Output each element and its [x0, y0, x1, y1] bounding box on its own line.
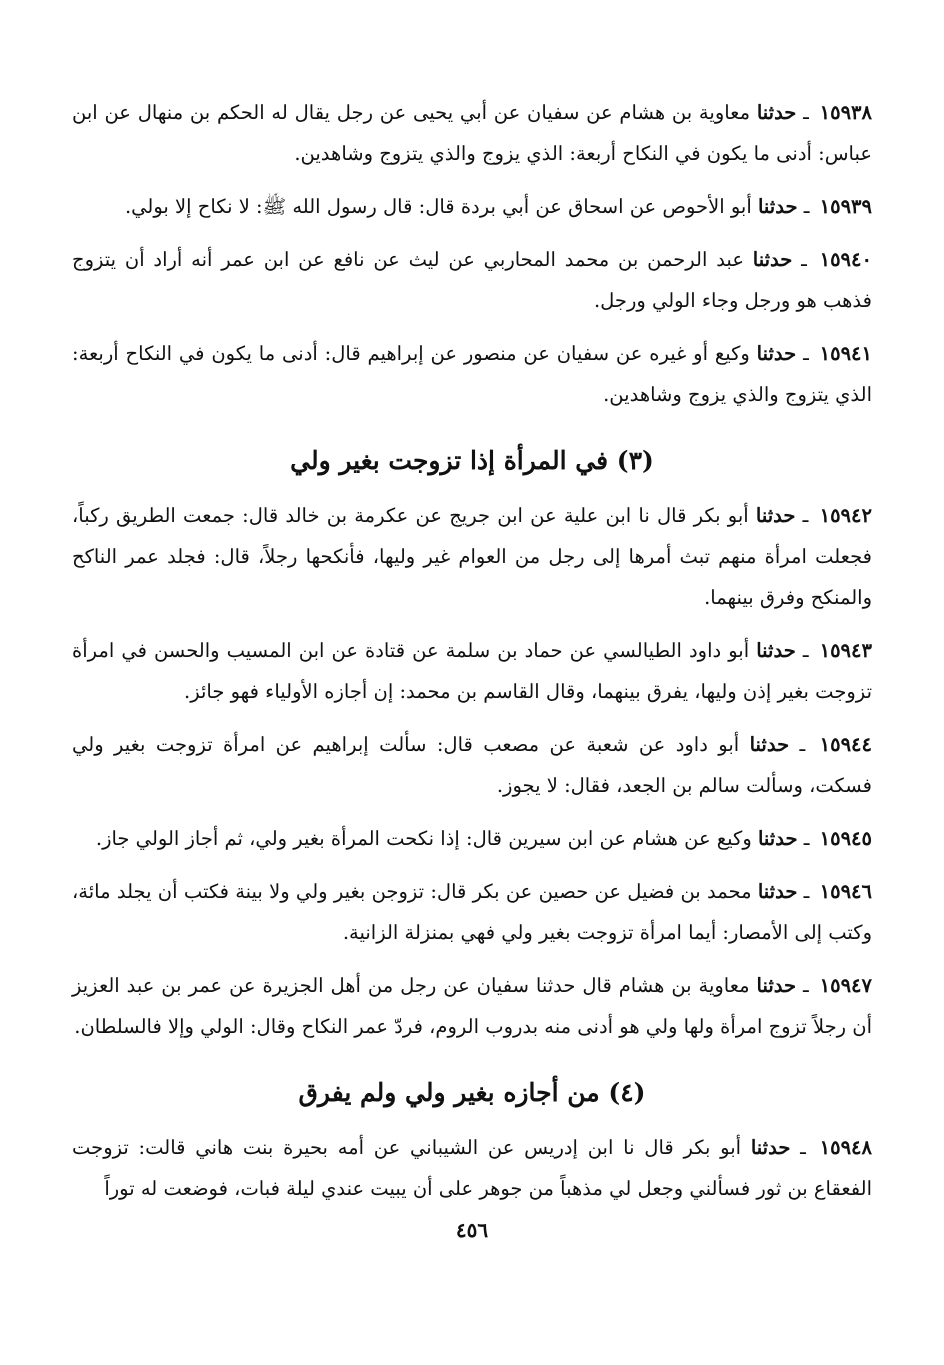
narration-lead: حدثنا: [756, 101, 797, 124]
narration-text: أبو داود عن شعبة عن مصعب قال: سألت إبراهيم عن امرأة تزوجت بغير ولي فسكت، وسألت سالم بن الجعد، فقال: لا يجوز.: [72, 733, 872, 797]
narration-number: ١٥٩٤٥: [819, 827, 872, 850]
narration-text: أبو بكر قال نا ابن إدريس عن الشيباني عن أمه بحيرة بنت هاني قالت: تزوجت الفعقاع بن ثور فسألني وجعل لي مذهباً من جوهر على أن يبيت عندي ليلة فبات، فوضعت له توراً: [72, 1136, 872, 1200]
narration: ١٥٩٤٨ ـ حدثنا أبو بكر قال نا ابن إدريس عن الشيباني عن أمه بحيرة بنت هاني قالت: تزوجت الفعقاع بن ثور فسألني وجعل لي مذهباً من جوهر على أن يبيت عندي ليلة فبات، فوضعت له توراً: [72, 1136, 872, 1200]
narration: ١٥٩٤٣ ـ حدثنا أبو داود الطيالسي عن حماد بن سلمة عن قتادة عن ابن المسيب والحسن في امرأة تزوجت بغير إذن وليها، يفرق بينهما، وقال القاسم بن محمد: إن أجازه الأولياء فهو جائز.: [72, 639, 872, 703]
narration-text: وكيع أو غيره عن سفيان عن منصور عن إبراهيم قال: أدنى ما يكون في النكاح أربعة: الذي يتزوج والذي يزوج وشاهدين.: [72, 342, 872, 406]
narration: ١٥٩٣٩ ـ حدثنا أبو الأحوص عن اسحاق عن أبي بردة قال: قال رسول الله ﷺ: لا نكاح إلا بولي.: [124, 195, 872, 218]
narration-lead: حدثنا: [757, 827, 798, 850]
narrations-block-3: [72, 1127, 872, 1209]
narration-number: ١٥٩٤٣: [819, 639, 872, 662]
narration-number: ١٥٩٤٨: [819, 1136, 872, 1159]
narration-text: أبو بكر قال نا ابن علية عن ابن جريج عن عكرمة بن خالد قال: جمعت الطريق ركباً، فجعلت امرأة منهم تبث أمرها إلى رجل من العوام غير وليها، فأنكحها رجلاً، قال: فجلد عمر الناكح والمنكح وفرق بينهما.: [72, 504, 872, 609]
narration-number: ١٥٩٤٠: [819, 248, 872, 271]
narration: ١٥٩٤٥ ـ حدثنا وكيع عن هشام عن ابن سيرين قال: إذا نكحت المرأة بغير ولي، ثم أجاز الولي جاز.: [95, 827, 872, 850]
narration-text: أبو داود الطيالسي عن حماد بن سلمة عن قتادة عن ابن المسيب والحسن في امرأة تزوجت بغير إذن وليها، يفرق بينهما، وقال القاسم بن محمد: إن أجازه الأولياء فهو جائز.: [72, 639, 872, 703]
chapter-heading: (٣) في المرأة إذا تزوجت بغير ولي: [290, 446, 654, 475]
narration: ١٥٩٤٧ ـ حدثنا معاوية بن هشام قال حدثنا سفيان عن رجل من أهل الجزيرة عن عمر بن عبد العزيز أن رجلاً تزوج امرأة ولها ولي هو أدنى منه بدروب الروم، فردّ عمر النكاح وقال: الولي وإلا فالسلطان.: [72, 974, 872, 1038]
narration-lead: حدثنا: [756, 974, 797, 997]
narration-text: وكيع عن هشام عن ابن سيرين قال: إذا نكحت المرأة بغير ولي، ثم أجاز الولي جاز.: [95, 827, 752, 850]
narration-number: ١٥٩٤١: [819, 342, 872, 365]
chapter-heading: (٤) من أجازه بغير ولي ولم يفرق: [298, 1078, 646, 1107]
narration-lead: حدثنا: [757, 195, 798, 218]
narration-lead: حدثنا: [750, 1136, 791, 1159]
narration: ١٥٩٤٢ ـ حدثنا أبو بكر قال نا ابن علية عن ابن جريج عن عكرمة بن خالد قال: جمعت الطريق ركباً، فجعلت امرأة منهم تبث أمرها إلى رجل من العوام غير وليها، فأنكحها رجلاً، قال: فجلد عمر الناكح والمنكح وفرق بينهما.: [72, 504, 872, 609]
page-number: ٤٥٦: [455, 1218, 489, 1242]
narration: ١٥٩٤٤ ـ حدثنا أبو داود عن شعبة عن مصعب قال: سألت إبراهيم عن امرأة تزوجت بغير ولي فسكت، وسألت سالم بن الجعد، فقال: لا يجوز.: [72, 733, 872, 797]
narration-number: ١٥٩٤٧: [819, 974, 872, 997]
narration-text: محمد بن فضيل عن حصين عن بكر قال: تزوجن بغير ولي ولا بينة فكتب أن يجلد مائة، وكتب إلى الأمصار: أيما امرأة تزوجت بغير ولي فهي بمنزلة الزانية.: [72, 880, 872, 944]
narration: ١٥٩٣٨ ـ حدثنا معاوية بن هشام عن سفيان عن أبي يحيى عن رجل يقال له الحكم بن منهال عن ابن عباس: أدنى ما يكون في النكاح أربعة: الذي يزوج والذي يتزوج وشاهدين.: [72, 101, 872, 165]
narration-lead: حدثنا: [749, 733, 790, 756]
narration-lead: حدثنا: [756, 342, 797, 365]
narrations-block-2: [72, 495, 872, 1047]
narration: ١٥٩٤٦ ـ حدثنا محمد بن فضيل عن حصين عن بكر قال: تزوجن بغير ولي ولا بينة فكتب أن يجلد مائة، وكتب إلى الأمصار: أيما امرأة تزوجت بغير ولي فهي بمنزلة الزانية.: [72, 880, 873, 944]
narration-number: ١٥٩٤٤: [819, 733, 872, 756]
narration-lead: حدثنا: [756, 639, 796, 662]
narration-number: ١٥٩٣٨: [819, 101, 872, 124]
narration-number: ١٥٩٤٦: [819, 880, 873, 903]
narration-text: أبو الأحوص عن اسحاق عن أبي بردة قال: قال رسول الله ﷺ: لا نكاح إلا بولي.: [124, 195, 752, 218]
narration-number: ١٥٩٣٩: [819, 195, 872, 218]
narration-lead: حدثنا: [752, 248, 793, 271]
narration-text: معاوية بن هشام عن سفيان عن أبي يحيى عن رجل يقال له الحكم بن منهال عن ابن عباس: أدنى ما يكون في النكاح أربعة: الذي يزوج والذي يتزوج وشاهدين.: [72, 101, 872, 165]
narration-number: ١٥٩٤٢: [819, 504, 872, 527]
narration-lead: حدثنا: [755, 504, 796, 527]
narration-lead: حدثنا: [757, 880, 798, 903]
narration-text: عبد الرحمن بن محمد المحاربي عن ليث عن نافع عن ابن عمر أنه أراد أن يتزوج فذهب هو ورجل وجاء الولي ورجل.: [72, 248, 872, 312]
narration: ١٥٩٤٠ ـ حدثنا عبد الرحمن بن محمد المحاربي عن ليث عن نافع عن ابن عمر أنه أراد أن يتزوج فذهب هو ورجل وجاء الولي ورجل.: [72, 248, 872, 312]
narration-text: معاوية بن هشام قال حدثنا سفيان عن رجل من أهل الجزيرة عن عمر بن عبد العزيز أن رجلاً تزوج امرأة ولها ولي هو أدنى منه بدروب الروم، فردّ عمر النكاح وقال: الولي وإلا فالسلطان.: [72, 974, 872, 1038]
narrations-block-1: [72, 92, 872, 415]
narration: ١٥٩٤١ ـ حدثنا وكيع أو غيره عن سفيان عن منصور عن إبراهيم قال: أدنى ما يكون في النكاح أربعة: الذي يتزوج والذي يزوج وشاهدين.: [72, 342, 872, 406]
